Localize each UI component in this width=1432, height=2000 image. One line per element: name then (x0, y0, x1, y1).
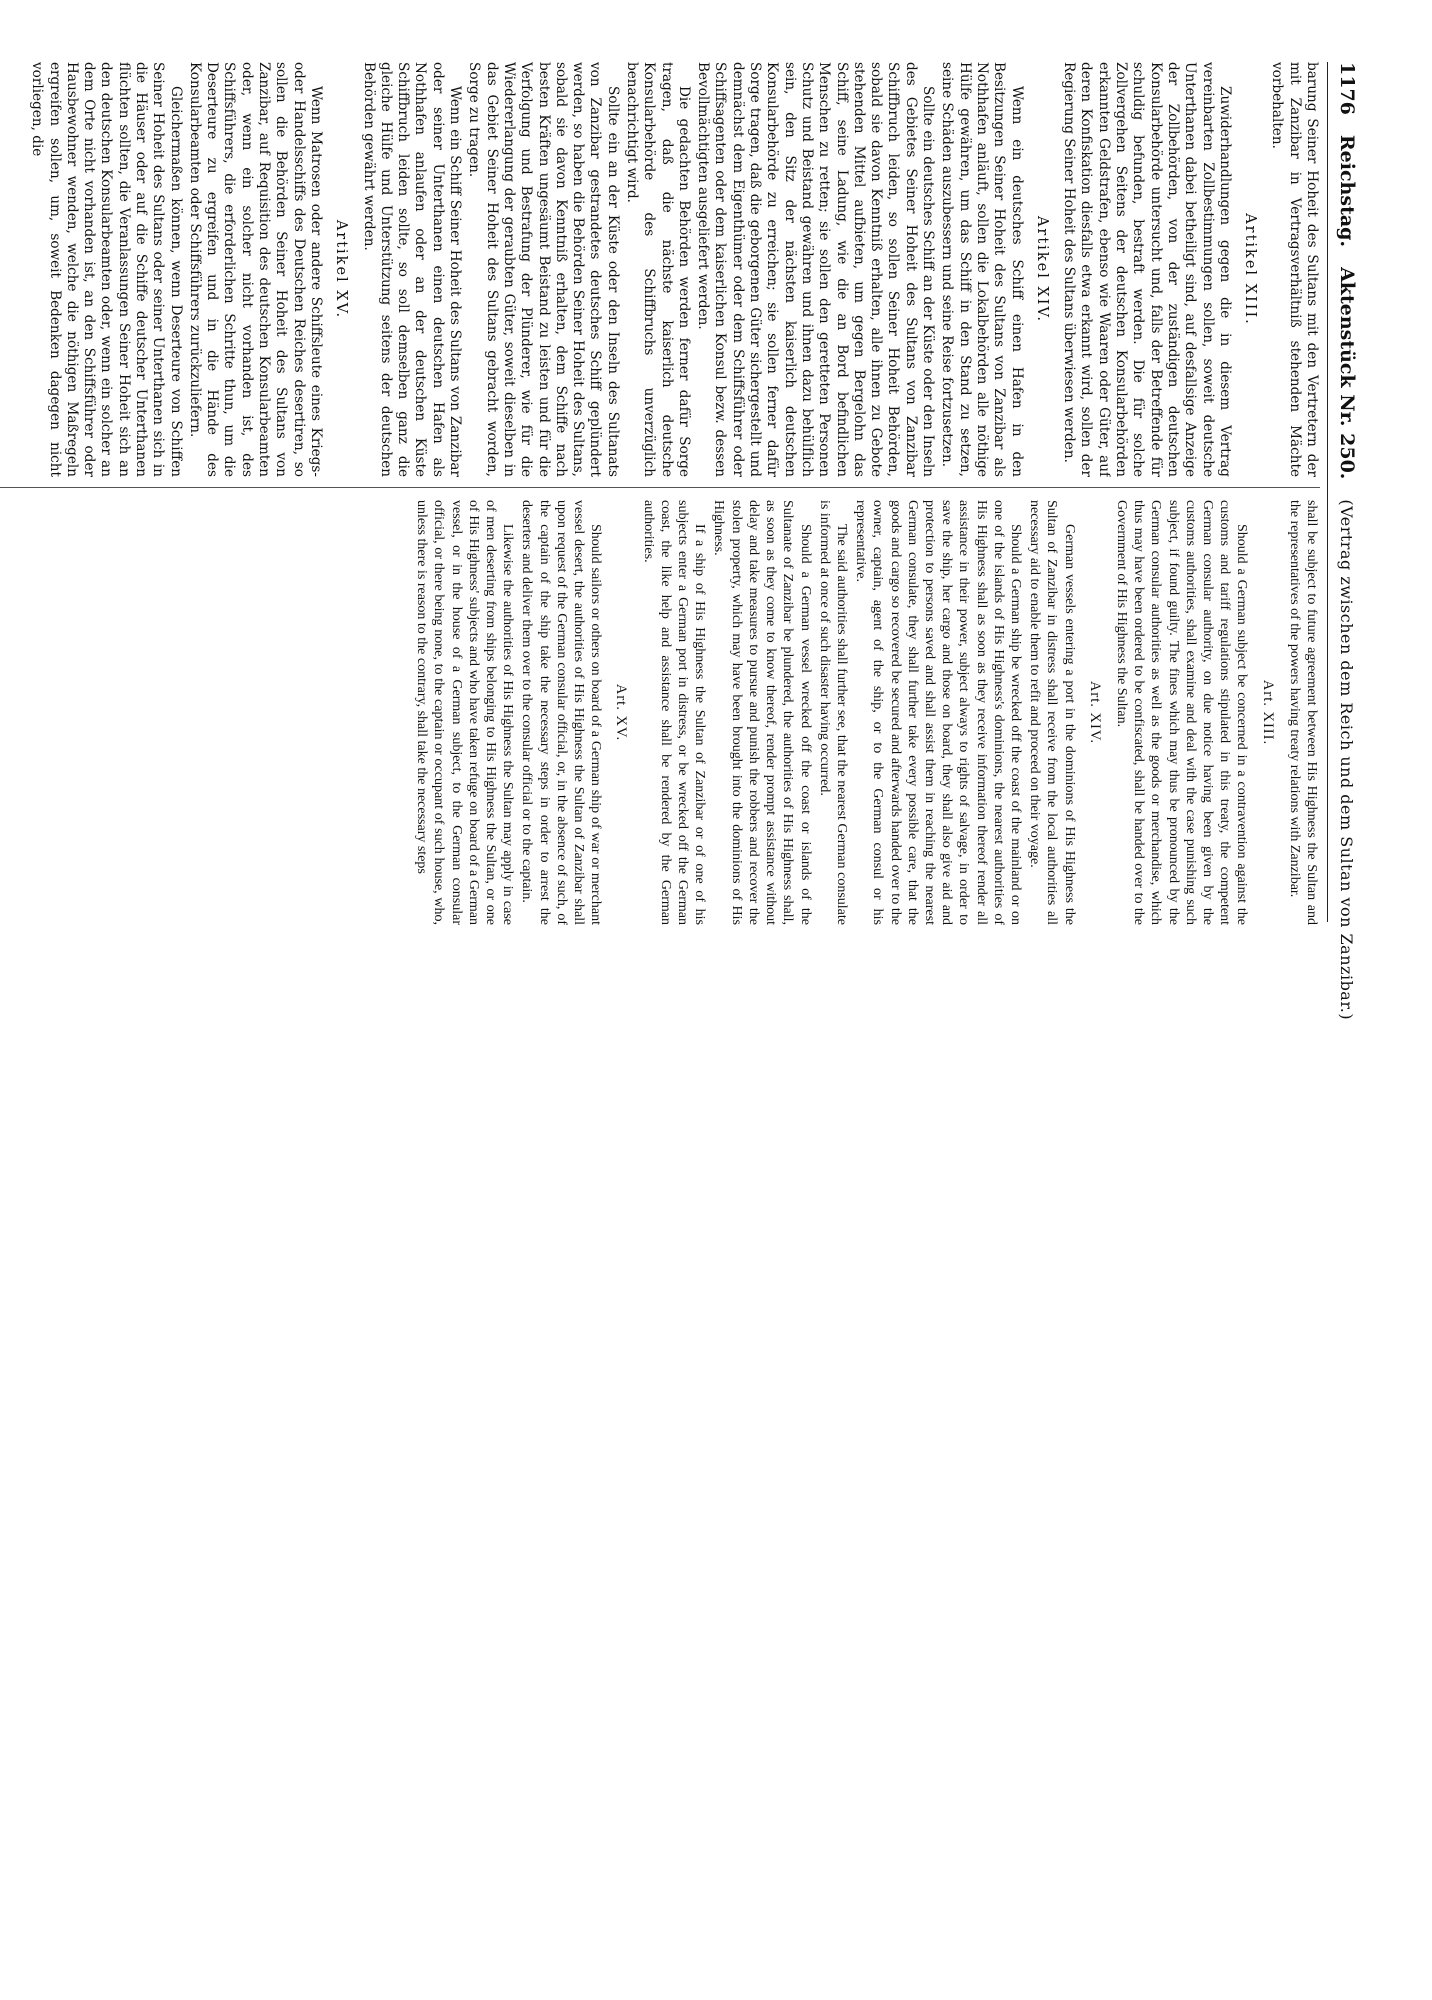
english-intro: shall be subject to future agreement between His Highness the Sultan and the representatives of the powers having treaty relations with Zanzibar. (1286, 500, 1319, 925)
article-paragraph: Die gedachten Behörden werden ferner dafür Sorge tragen, daß die nächste kaiserlich deutsche Konsularbehörde des Schiffbruchs unverzüglich benachrichtigt wird. (624, 62, 692, 477)
article-paragraph: Zuwiderhandlungen gegen die in diesem Vertrag vereinbarten Zollbestimmungen sollen, soweit deutsche Unterthanen dabei betheiligt sind, auf desfallsige Anzeige der Zollbehörden, von der zuständigen deutschen Konsularbehörde untersucht und, falls der Betreffende für schuldig befunden, bestraft werden. Die für solche Zollvergehen Seitens der deutschen Konsularbehörden erkannten Geldstrafen, ebenso wie Waaren oder Güter, auf deren Konfiskation diesfalls etwa erkannt wird, sollen der Regierung Seiner Hoheit des Sultans überwiesen werden. (1061, 62, 1233, 477)
article-paragraph: Should a German vessel wrecked off the coast or islands of the Sultanate of Zanzibar be plundered, the authorities of His Highness shall, as soon as they come to know thereof, render prompt assistance without delay and take measures to pursue and punish the robbers and recover the stolen property, which may have been brought into the dominions of His Highness. (711, 500, 813, 925)
digitization-footer (1415, 1000, 1431, 2000)
article-paragraph: German vessels entering a port in the dominions of His Highness the Sultan of Zanzibar in distress shall receive from the local authorities all necessary aid to enable them to refit and proceed on their voyage. (1027, 500, 1077, 925)
page-header (1327, 62, 1358, 1021)
article-heading: Artikel XIII. (1242, 213, 1259, 326)
german-text-column (0, 62, 1320, 477)
article-paragraph: The said authorities shall further see, that the nearest German consulate is informed at once of such disaster having occurred. (816, 500, 849, 925)
article-heading: Art. XV. (613, 683, 630, 742)
header-document-number: Aktenstück Nr. 250. (1336, 267, 1358, 480)
article-paragraph: Wenn ein Schiff Seiner Hoheit des Sultans von Zanzibar oder seiner Unterthanen einen deutschen Hafen als Nothhafen anlaufen oder an der deutschen Küste Schiffbruch leiden sollte, so soll demselben ganz die gleiche Hülfe und Unterstützung seitens der deutschen Behörden gewährt werden. (360, 62, 464, 477)
article-paragraph: Gleichermaßen können, wenn Deserteure von Schiffen Seiner Hoheit des Sultans oder seiner Unterthanen sich in die Häuser oder auf die Schiffe deutscher Unterthanen flüchten sollten, die Veranlassungen Seiner Hoheit sich an den deutschen Konsularbeamten oder, wenn ein solcher an dem Orte nicht vorhanden ist, an den Schiffsführer oder Hausbewohner wenden, welche die nöthigen Maßregeln ergreifen sollen, um, soweit Bedenken dagegen nicht vorliegen, die (29, 62, 184, 477)
header-source: Reichstag. (1336, 134, 1358, 248)
article-paragraph: Should a German subject be concerned in a contravention against the customs and tariff regulations stipulated in this treaty, the competent German consular authority, on due notice having been given by the customs authorities, shall examine and deal with the case punishing such subject, if found guilty. The fines which may thus be pronounced by the German consular authorities as well as the goods or merchandise, which thus may have been ordered to be confiscated, shall be handed over to the Government of His Highness the Sultan. (1113, 500, 1250, 925)
article-paragraph: Should sailors or others on board of a German ship of war or merchant vessel desert, the authorities of His Highness the Sultan of Zanzibar shall upon request of the German consular official, or, in the absence of such, of the captain of the ship take the necessary steps in order to arrest the deserters and deliver them over to the consular official or to the captain. (519, 500, 604, 925)
article-section (1060, 62, 1258, 477)
english-text-column (0, 500, 1320, 925)
article-heading: Artikel XIV. (1033, 215, 1050, 324)
article-paragraph: Likewise the authorities of His Highness the Sultan may apply in case of men deserting from ships belonging to His Highness the Sultan, or one of His Highness' subjects and who have taken refuge on board of a German vessel, or in the house of a German subject, to the German consular official, or there being none, to the captain or occupant of such house, who, unless there is reason to the contrary, shall take the necessary steps (414, 500, 516, 925)
article-section (639, 500, 1102, 925)
column-divider (0, 487, 1320, 488)
article-paragraph: If a ship of His Highness the Sultan of Zanzibar or of one of his subjects enter a German port in distress, or be wrecked off the German coast, the like help and assistance shall be rendered by the German authorities. (640, 500, 708, 925)
header-title: (Vertrag zwischen dem Reich und dem Sultan von Zanzibar.) (1337, 499, 1356, 1021)
article-paragraph: Should a German ship be wrecked off the coast of the mainland or on one of the islands of His Highness's dominions, the nearest authorities of His Highness shall as soon as they receive information thereof render all assistance in their power, subject always to rights of salvage, in order to save the ship, her cargo and those on board, they shall also give aid and protection to persons saved and shall assist them in reaching the nearest German consulate, they shall further take every possible care, that the goods and cargo so recovered be secured and afterwards handed over to the owner, captain, agent of the ship, or to the German consul or his representative. (853, 500, 1023, 925)
page-number: 1176 (1336, 62, 1358, 115)
article-section (413, 500, 629, 925)
article-paragraph: Wenn Matrosen oder andere Schiffsleute eines Kriegs- oder Handelsschiffs des Deutschen Reiches desertiren, so sollen die Behörden Seiner Hoheit des Sultans von Zanzibar, auf Requisition des deutschen Konsularbeamten oder, wenn ein solcher nicht vorhanden ist, des Schiffsführers, die erforderlichen Schritte thun, um die Deserteure zu ergreifen und in die Hände des Konsularbeamten oder Schiffsführers zurückzuliefern. (186, 62, 324, 477)
article-paragraph: Wenn ein deutsches Schiff einen Hafen in den Besitzungen Seiner Hoheit des Sultans von Zanzibar als Nothhafen anläuft, sollen die Lokalbehörden alle nöthige Hülfe gewähren, um das Schiff in den Stand zu setzen, seine Schäden auszubessern und seine Reise fortzusetzen. (939, 62, 1025, 477)
article-section (1113, 500, 1276, 925)
article-heading: Art. XIII. (1259, 679, 1276, 746)
article-paragraph: Sollte ein an der Küste oder den Inseln des Sultanats von Zanzibar gestrandetes deutsches Schiff geplündert werden, so haben die Behörden Seiner Hoheit des Sultans, sobald sie davon Kenntniß erhalten, dem Schiffe nach besten Kräften ungesäumt Beistand zu leisten und für die Verfolgung und Bestrafung der Plünderer, wie für die Wiedererlangung der geraubten Güter, soweit dieselben in das Gebiet Seiner Hoheit des Sultans gebracht worden, Sorge zu tragen. (466, 62, 621, 477)
article-heading: Artikel XV. (333, 219, 350, 320)
article-paragraph: Sollte ein deutsches Schiff an der Küste oder den Inseln des Gebietes Seiner Hoheit des Sultans von Zanzibar Schiffbruch leiden, so sollen Seiner Hoheit Behörden, sobald sie davon Kenntniß erhalten, alle ihnen zu Gebote stehenden Mittel aufbieten, um gegen Bergelohn das Schiff, seine Ladung, wie die an Bord befindlichen Menschen zu retten; sie sollen den geretteten Personen Schutz und Beistand gewähren und ihnen dazu behülflich sein, den Sitz der nächsten kaiserlich deutschen Konsularbehörde zu erreichen; sie sollen ferner dafür Sorge tragen, daß die geborgenen Güter sichergestellt und demnächst dem Eigenthümer oder dem Schiffsführer oder Schiffsagenten oder dem kaiserlichen Konsul bezw. dessen Bevollmächtigten ausgeliefert werden. (695, 62, 937, 477)
german-intro: barung Seiner Hoheit des Sultans mit den Vertretern der mit Zanzibar in Vertragsverhältniß stehenden Mächte vorbehalten. (1269, 62, 1320, 477)
article-heading: Art. XIV. (1086, 680, 1103, 745)
article-section (359, 62, 1050, 477)
article-section (28, 62, 349, 477)
